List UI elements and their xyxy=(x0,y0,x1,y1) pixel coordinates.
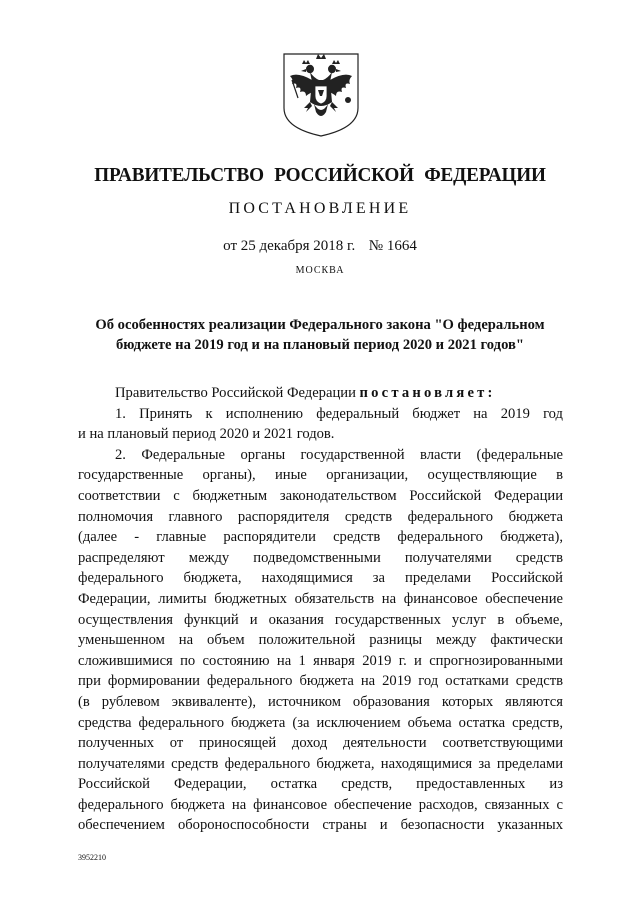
title-line: Об особенностях реализации Федерального закона "О федеральном xyxy=(95,317,545,333)
body-line: государственные органы), иные организации, осуществляющие в xyxy=(78,467,563,484)
body-line: Российской Федерации, остатка средств, предоставленных из xyxy=(78,776,563,793)
body-line: Федерации, лимиты бюджетных обязательств на финансовое обеспечение xyxy=(78,590,563,607)
body-line: 1. Принять к исполнению федеральный бюджет на 2019 год xyxy=(115,405,563,422)
document-number: 1664 xyxy=(386,238,417,254)
date-prefix: от xyxy=(223,238,238,254)
document-code: 3952210 xyxy=(78,853,106,862)
body-line: осуществления функций и оказания государственных услуг в объеме, xyxy=(78,611,563,628)
body-line: 2. Федеральные органы государственной власти (федеральные xyxy=(115,446,563,463)
body-line: получателями средств федерального бюджета, находящимися за пределами xyxy=(78,755,563,772)
body-line: соответствии с бюджетным законодательством Российской Федерации xyxy=(78,487,563,504)
preamble xyxy=(78,383,563,404)
body-line: полномочия главного распорядителя средств федерального бюджета xyxy=(78,508,563,525)
body-line: обеспечением обороноспособности страны и безопасности указанных xyxy=(78,817,563,834)
body-line: федерального бюджета, находящимися за пределами Российской xyxy=(78,570,563,587)
document-type: ПОСТАНОВЛЕНИЕ xyxy=(228,200,412,217)
body-line: (в рублевом эквиваленте), источником образования которых являются xyxy=(78,693,563,710)
russian-coat-of-arms-icon xyxy=(278,50,364,138)
document-date-line xyxy=(60,238,580,255)
body-line: уменьшенном на объем положительной разницы между фактически xyxy=(78,632,563,649)
document-city: МОСКВА xyxy=(295,265,345,276)
resolution-title xyxy=(70,315,570,355)
preamble-verb: постановляет: xyxy=(359,385,496,401)
body-line: и на плановый период 2020 и 2021 годов. xyxy=(78,426,335,443)
body-line: сложившимися по состоянию на 1 января 2019 г. и спрогнозированными xyxy=(78,652,563,669)
body-line: полученных от приносящей доход деятельности соответствующими xyxy=(78,735,563,752)
government-name: ПРАВИТЕЛЬСТВО РОССИЙСКОЙ ФЕДЕРАЦИИ xyxy=(94,164,546,186)
body-line: распределяют между подведомственными получателями средств xyxy=(78,549,563,566)
body-line: федерального бюджета на финансовое обеспечение расходов, связанных с xyxy=(78,796,563,813)
preamble-subject: Правительство Российской Федерации xyxy=(115,385,356,401)
body-line: при формировании федерального бюджета на 2019 год остатками средств xyxy=(78,673,563,690)
resolution-body xyxy=(78,383,563,836)
body-line: (далее - главные распорядители средств федерального бюджета), xyxy=(78,529,563,546)
body-line: средства федерального бюджета (за исключением объема остатка средств, xyxy=(78,714,563,731)
number-sign: № xyxy=(368,238,384,254)
document-date: 25 декабря 2018 г. xyxy=(240,238,356,254)
title-line: бюджете на 2019 год и на плановый период 2020 и 2021 годов" xyxy=(116,337,524,353)
